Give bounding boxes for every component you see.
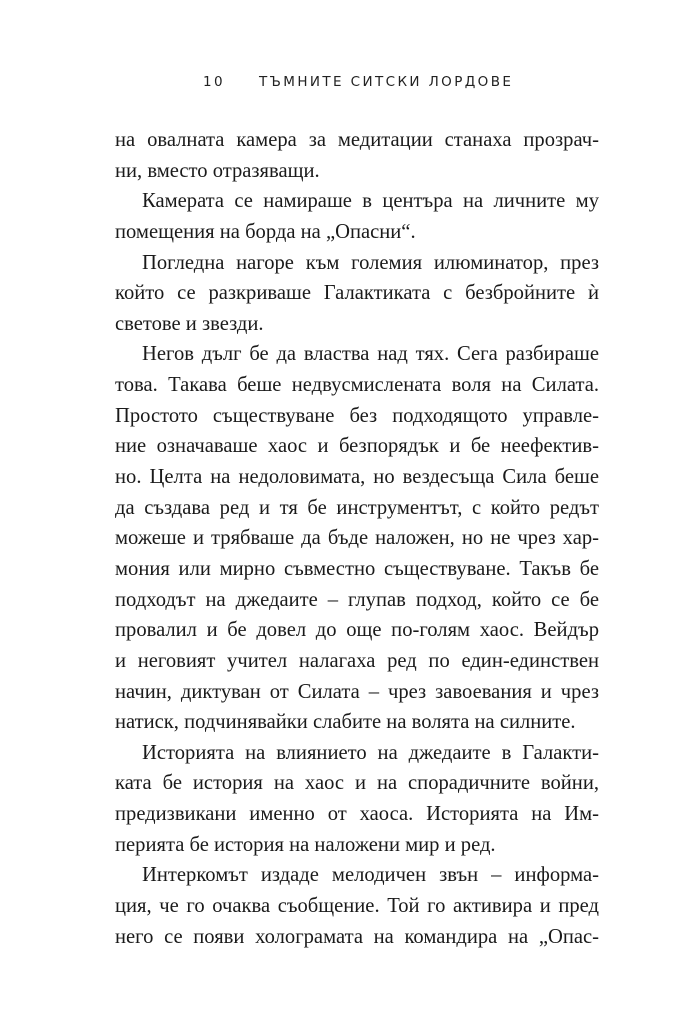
text-line: помещения на борда на „Опасни“. bbox=[115, 220, 416, 243]
text-line: това. Такава беше недвусмислената воля на Силата. bbox=[115, 374, 599, 397]
text-line: на овалната камера за медитации станаха прозрач- bbox=[115, 129, 599, 151]
body-text bbox=[115, 125, 599, 952]
text-line: ни, вместо отразяващи. bbox=[115, 159, 320, 182]
text-line: перията бе история на наложени мир и ред. bbox=[115, 833, 496, 856]
text-line: Камерата се намираше в центъра на личните му bbox=[142, 190, 599, 213]
text-line: предизвикани именно от хаоса. Историята на Им- bbox=[115, 803, 599, 826]
book-title: ТЪМНИТЕ СИТСКИ ЛОРДОВЕ bbox=[259, 74, 514, 90]
text-line: ние означаваше хаос и безпорядък и бе неефектив- bbox=[115, 435, 599, 458]
text-line: можеше и трябваше да бъде наложен, но не чрез хар- bbox=[115, 527, 599, 550]
text-line: ката бе история на хаос и на спорадичните войни, bbox=[115, 772, 599, 795]
text-line: подходът на джедаите – глупав подход, който се бе bbox=[115, 588, 599, 611]
text-line: Интеркомът издаде мелодичен звън – информа- bbox=[142, 864, 599, 887]
text-line: натиск, подчинявайки слабите на волята на силните. bbox=[115, 711, 576, 734]
text-line: начин, диктуван от Силата – чрез завоевания и чрез bbox=[115, 680, 599, 703]
text-line: ция, че го очаква съобщение. Той го активира и пред bbox=[115, 895, 599, 918]
text-line: но. Целта на недоловимата, но вездесъща Сила беше bbox=[115, 466, 599, 489]
text-line: да създава ред и тя бе инструментът, с който редът bbox=[115, 496, 599, 519]
text-line: провалил и бе довел до още по-голям хаос. Вейдър bbox=[115, 619, 599, 642]
text-line: който се разкриваше Галактиката с безбройните ѝ bbox=[115, 282, 599, 305]
text-line: светове и звезди. bbox=[115, 312, 264, 335]
text-line: Простото съществуване без подходящото управле- bbox=[115, 404, 599, 427]
text-line: и неговият учител налагаха ред по един-единствен bbox=[115, 649, 599, 672]
text-line: Погледна нагоре към големия илюминатор, през bbox=[142, 251, 599, 274]
text-line: Негов дълг бе да властва над тях. Сега разбираше bbox=[142, 343, 599, 366]
text-line: мония или мирно съвместно съществуване. Такъв бе bbox=[115, 557, 599, 580]
page-number: 10 bbox=[203, 74, 225, 90]
text-line: Историята на влиянието на джедаите в Галакти- bbox=[142, 741, 599, 764]
running-head bbox=[0, 74, 700, 98]
text-line: него се появи холограмата на командира на „Опас- bbox=[115, 925, 599, 948]
